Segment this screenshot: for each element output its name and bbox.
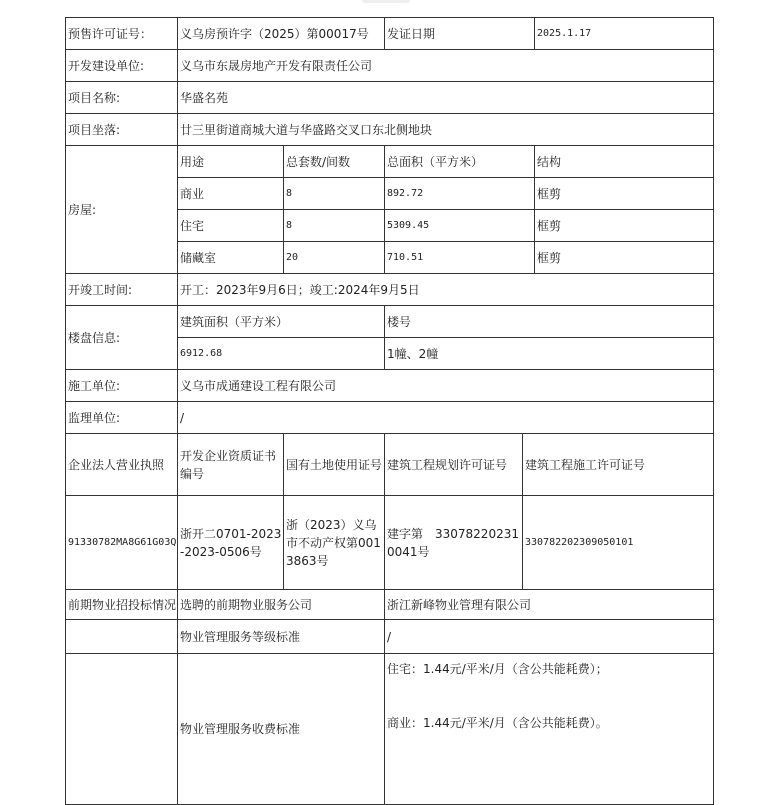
building-number-header: 楼号 xyxy=(385,306,714,338)
supervisor-row xyxy=(66,402,714,434)
housing-header-count: 总套数/间数 xyxy=(284,146,385,178)
property-label: 前期物业招投标情况 xyxy=(66,590,178,620)
schedule-label: 开竣工时间: xyxy=(66,274,178,306)
housing-header-use: 用途 xyxy=(178,146,284,178)
building-label: 楼盘信息: xyxy=(66,306,178,370)
housing-area: 710.51 xyxy=(385,242,535,274)
building-area-value: 6912.68 xyxy=(178,338,385,370)
property-company-label: 选聘的前期物业服务公司 xyxy=(178,590,385,620)
issue-date-label: 发证日期 xyxy=(385,18,535,50)
cert-planning-value: 建字第 330782202310041号 xyxy=(385,496,523,590)
cert-header-land: 国有土地使用证号 xyxy=(284,434,385,496)
supervisor-label: 监理单位: xyxy=(66,402,178,434)
project-name-row xyxy=(66,82,714,114)
project-name-value: 华盛名苑 xyxy=(178,82,714,114)
property-company-row xyxy=(66,590,714,620)
cert-land-value: 浙（2023）义乌市不动产权第0013863号 xyxy=(284,496,385,590)
housing-header-row xyxy=(66,146,714,178)
supervisor-value: / xyxy=(178,402,714,434)
cert-header-qualification: 开发企业资质证书编号 xyxy=(178,434,284,496)
property-fee-row xyxy=(66,654,714,805)
developer-row xyxy=(66,50,714,82)
project-name-label: 项目名称: xyxy=(66,82,178,114)
housing-structure: 框剪 xyxy=(535,242,714,274)
certificates-value-row xyxy=(66,496,714,590)
permit-label: 预售许可证号： xyxy=(66,18,178,50)
fee-residential: 住宅：1.44元/平米/月（含公共能耗费）； xyxy=(387,662,608,676)
contractor-label: 施工单位: xyxy=(66,370,178,402)
permit-value: 义乌房预许字（2025）第00017号 xyxy=(178,18,385,50)
cert-header-construction: 建筑工程施工许可证号 xyxy=(523,434,714,496)
housing-use: 商业 xyxy=(178,178,284,210)
cert-qualification-value: 浙开二0701-2023-2023-0506号 xyxy=(178,496,284,590)
location-value: 廿三里街道商城大道与华盛路交叉口东北侧地块 xyxy=(178,114,714,146)
certificates-header-row xyxy=(66,434,714,496)
property-company-value: 浙江新峰物业管理有限公司 xyxy=(385,590,714,620)
developer-value: 义乌市东晟房地产开发有限责任公司 xyxy=(178,50,714,82)
housing-area: 892.72 xyxy=(385,178,535,210)
property-fee-value xyxy=(385,654,714,805)
cert-construction-value: 330782202309050101 xyxy=(523,496,714,590)
housing-header-area: 总面积（平方米） xyxy=(385,146,535,178)
cert-header-planning: 建筑工程规划许可证号 xyxy=(385,434,523,496)
property-grade-row xyxy=(66,620,714,654)
issue-date-value: 2025.1.17 xyxy=(535,18,714,50)
property-fee-label: 物业管理服务收费标准 xyxy=(178,654,385,805)
contractor-value: 义乌市成通建设工程有限公司 xyxy=(178,370,714,402)
housing-count: 20 xyxy=(284,242,385,274)
housing-count: 8 xyxy=(284,178,385,210)
cert-license-value: 91330782MA8G61G03Q xyxy=(66,496,178,590)
housing-label: 房屋: xyxy=(66,146,178,274)
fee-spacer xyxy=(387,678,713,714)
property-grade-label: 物业管理服务等级标准 xyxy=(178,620,385,654)
top-tab-indicator xyxy=(362,0,410,3)
developer-label: 开发建设单位: xyxy=(66,50,178,82)
housing-structure: 框剪 xyxy=(535,210,714,242)
housing-structure: 框剪 xyxy=(535,178,714,210)
permit-row xyxy=(66,18,714,50)
contractor-row xyxy=(66,370,714,402)
property-fee-empty xyxy=(66,654,178,805)
location-row xyxy=(66,114,714,146)
schedule-value: 开工：2023年9月6日；竣工:2024年9月5日 xyxy=(178,274,714,306)
housing-header-structure: 结构 xyxy=(535,146,714,178)
cert-header-license: 企业法人营业执照 xyxy=(66,434,178,496)
housing-count: 8 xyxy=(284,210,385,242)
building-area-header: 建筑面积（平方米） xyxy=(178,306,385,338)
building-number-value: 1幢、2幢 xyxy=(385,338,714,370)
building-header-row xyxy=(66,306,714,338)
location-label: 项目坐落: xyxy=(66,114,178,146)
property-grade-value: / xyxy=(385,620,714,654)
housing-use: 住宅 xyxy=(178,210,284,242)
housing-area: 5309.45 xyxy=(385,210,535,242)
presale-permit-table xyxy=(65,17,714,805)
schedule-row xyxy=(66,274,714,306)
fee-commercial: 商业：1.44元/平米/月（含公共能耗费）。 xyxy=(387,716,608,730)
housing-use: 储藏室 xyxy=(178,242,284,274)
property-grade-empty xyxy=(66,620,178,654)
